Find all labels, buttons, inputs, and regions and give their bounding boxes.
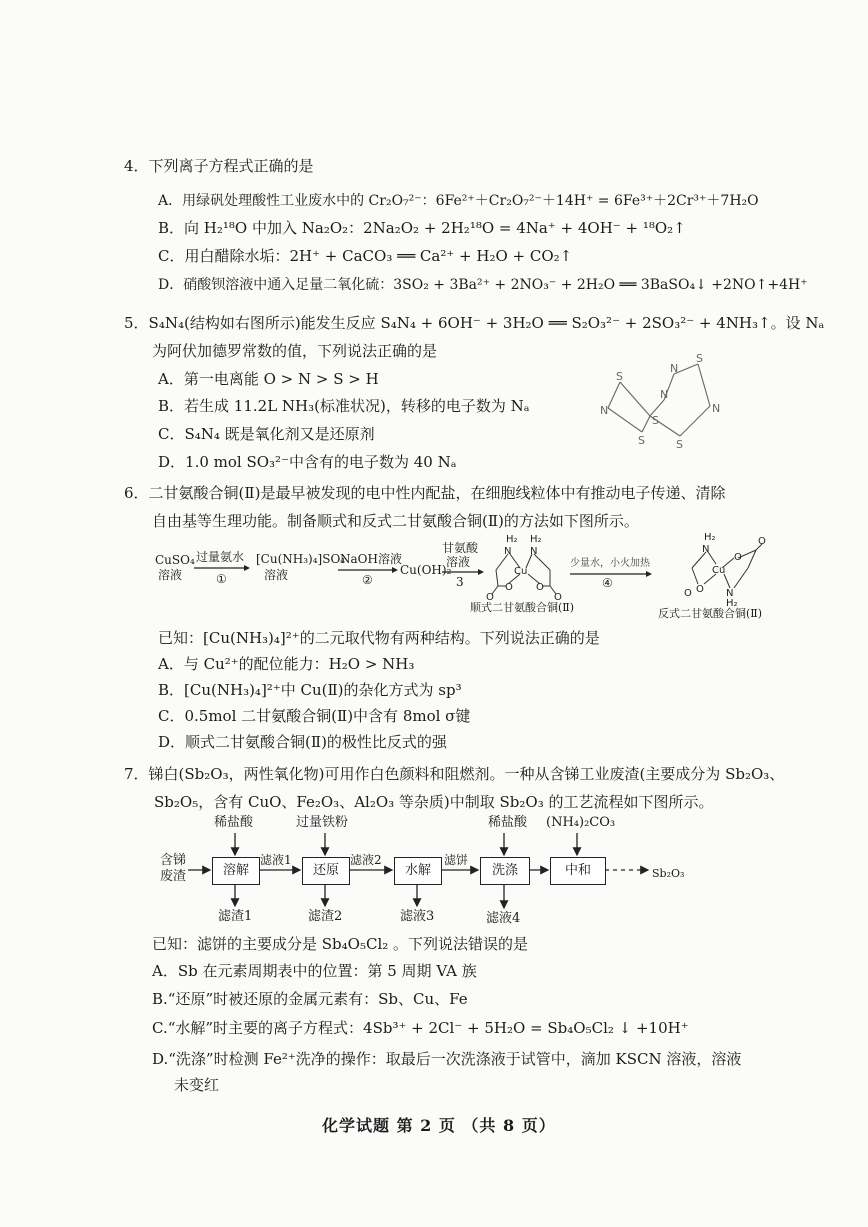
q7-option-c: C.“水解”时主要的离子方程式：4Sb³⁺ + 2Cl⁻ + 5H₂O = Sb₄O₅Cl₂ ↓ +10H⁺ xyxy=(152,1019,689,1037)
struct-atom-s: S xyxy=(652,414,659,427)
q5-option-d: D．1.0 mol SO₃²⁻中含有的电子数为 40 Nₐ xyxy=(158,453,457,471)
flow-link-filtercake: 滤饼 xyxy=(444,853,469,867)
flow-input-line2: 废渣 xyxy=(160,869,187,884)
trans-atom-o: O xyxy=(758,536,766,547)
flow-out-residue2: 滤渣2 xyxy=(308,909,343,924)
cis-atom-o: O xyxy=(486,592,494,603)
trans-atom-cu: Cu xyxy=(712,565,726,576)
flow-input-line1: 含锑 xyxy=(160,853,187,868)
flow-reagent-reduce: 过量铁粉 xyxy=(296,815,349,830)
flow-link-filtrate2: 滤液2 xyxy=(350,853,382,867)
q7-option-a: A．Sb 在元素周期表中的位置：第 5 周期 VA 族 xyxy=(152,962,477,980)
trans-atom-h2: H₂ xyxy=(726,598,738,609)
struct-atom-s: S xyxy=(616,370,623,383)
q6-stem-line1: 6．二甘氨酸合铜(Ⅱ)是最早被发现的电中性内配盐，在细胞线粒体中有推动电子传递、清除 xyxy=(124,484,726,502)
struct-atom-s: S xyxy=(676,438,683,451)
trans-atom-n: N xyxy=(702,544,710,555)
q7-option-b: B.“还原”时被还原的金属元素有：Sb、Cu、Fe xyxy=(152,990,468,1008)
scheme-arrow1-step: ① xyxy=(216,572,227,586)
trans-complex-label: 反式二甘氨酸合铜(Ⅱ) xyxy=(658,607,763,620)
scheme-arrow1-reagent: 过量氨水 xyxy=(196,550,245,564)
struct-atom-n: N xyxy=(600,404,609,417)
struct-atom-s: S xyxy=(638,434,645,447)
flow-out-residue1: 滤渣1 xyxy=(218,909,253,924)
cis-atom-o: O xyxy=(536,582,544,593)
scheme-arrow2-step: ② xyxy=(362,573,373,587)
trans-atom-n: N xyxy=(726,588,734,599)
cis-atom-cu: Cu xyxy=(514,566,528,577)
scheme-arrow3-step: 3 xyxy=(456,575,464,589)
scheme-arrow3-reagent-solution: 溶液 xyxy=(446,555,471,569)
struct-atom-n: N xyxy=(670,362,679,375)
q5-option-b: B．若生成 11.2L NH₃(标准状况)，转移的电子数为 Nₐ xyxy=(158,397,530,415)
q7-stem-line2: Sb₂O₅，含有 CuO、Fe₂O₃、Al₂O₃ 等杂质)中制取 Sb₂O₃ 的工艺流程如下图所示。 xyxy=(154,793,714,811)
q7-stem-line1: 7．锑白(Sb₂O₃，两性氧化物)可用作白色颜料和阻燃剂。一种从含锑工业废渣(主要成分为 Sb₂O₃、 xyxy=(124,765,785,783)
q4-option-a: A．用绿矾处理酸性工业废水中的 Cr₂O₇²⁻：6Fe²⁺＋Cr₂O₇²⁻＋14H⁺ = 6Fe³⁺＋2Cr³⁺＋7H₂O xyxy=(158,193,759,209)
q7-option-d-line1: D.“洗涤”时检测 Fe²⁺洗净的操作：取最后一次洗涤液于试管中，滴加 KSCN 溶液，溶液 xyxy=(152,1050,742,1068)
flow-reagent-wash: 稀盐酸 xyxy=(488,815,528,830)
flow-out-filtrate3: 滤液3 xyxy=(400,909,435,924)
q6-option-b: B．[Cu(NH₃)₄]²⁺中 Cu(Ⅱ)的杂化方式为 sp³ xyxy=(158,681,462,699)
cis-atom-h2: H₂ xyxy=(530,534,542,545)
q7-known: 已知：滤饼的主要成分是 Sb₄O₅Cl₂ 。下列说法错误的是 xyxy=(152,935,529,953)
cis-atom-n: N xyxy=(530,546,538,557)
q6-known: 已知：[Cu(NH₃)₄]²⁺的二元取代物有两种结构。下列说法正确的是 xyxy=(158,629,600,647)
q6-stem-line2: 自由基等生理功能。制备顺式和反式二甘氨酸合铜(Ⅱ)的方法如下图所示。 xyxy=(152,512,639,530)
q6-option-c: C．0.5mol 二甘氨酸合铜(Ⅱ)中含有 8mol σ键 xyxy=(158,707,471,725)
cis-atom-h2: H₂ xyxy=(506,534,518,545)
flow-product: Sb₂O₃ xyxy=(652,867,685,880)
flow-reagent-dissolve: 稀盐酸 xyxy=(214,815,254,830)
cis-atom-n: N xyxy=(504,546,512,557)
q5-stem-line2: 为阿伏加德罗常数的值，下列说法正确的是 xyxy=(152,342,438,360)
struct-atom-n: N xyxy=(660,388,669,401)
q5-stem-line1: 5．S₄N₄(结构如右图所示)能发生反应 S₄N₄ + 6OH⁻ + 3H₂O ══ S₂O₃²⁻ + 2SO₃²⁻ + 4NH₃↑。设 Nₐ xyxy=(124,314,825,332)
struct-atom-s: S xyxy=(696,352,703,365)
struct-atom-n: N xyxy=(712,402,721,415)
q4-option-b: B．向 H₂¹⁸O 中加入 Na₂O₂：2Na₂O₂ + 2H₂¹⁸O = 4Na⁺ + 4OH⁻ + ¹⁸O₂↑ xyxy=(158,219,686,237)
flow-box-hydrolyze: 水解 xyxy=(394,857,442,885)
scheme-intermediate1: [Cu(NH₃)₄]SO₄ xyxy=(256,552,346,566)
trans-atom-o: O xyxy=(696,584,704,595)
trans-atom-o: O xyxy=(734,552,742,563)
q5-option-a: A．第一电离能 O > N > S > H xyxy=(158,370,379,388)
cis-complex-label: 顺式二甘氨酸合铜(Ⅱ) xyxy=(470,601,575,614)
q5-option-c: C．S₄N₄ 既是氧化剂又是还原剂 xyxy=(158,425,375,443)
flow-box-wash: 洗涤 xyxy=(480,857,530,885)
scheme-arrow3-reagent: 甘氨酸 xyxy=(442,541,479,555)
flow-box-neutralize: 中和 xyxy=(550,857,606,885)
flow-reagent-neutralize: (NH₄)₂CO₃ xyxy=(546,815,616,830)
scheme-arrow2-reagent: NaOH溶液 xyxy=(340,552,402,566)
scheme-arrow4-step: ④ xyxy=(602,576,613,590)
flow-box-reduce: 还原 xyxy=(302,857,350,885)
trans-atom-h2: H₂ xyxy=(704,532,716,543)
trans-atom-o: O xyxy=(684,588,692,599)
cis-atom-o: O xyxy=(505,582,513,593)
scheme-cuoh2: Cu(OH)₂ xyxy=(400,563,452,577)
q6-option-a: A．与 Cu²⁺的配位能力：H₂O > NH₃ xyxy=(158,655,415,673)
flow-out-filtrate4: 滤液4 xyxy=(486,911,521,926)
scheme-intermediate1-solution: 溶液 xyxy=(264,568,289,582)
cis-atom-o: O xyxy=(554,592,562,603)
q4-option-d: D．硝酸钡溶液中通入足量二氧化硫：3SO₂ + 3Ba²⁺ + 2NO₃⁻ + 2H₂O ══ 3BaSO₄↓ +2NO↑+4H⁺ xyxy=(158,277,808,293)
q7-option-d-line2: 未变红 xyxy=(174,1076,220,1094)
flow-box-dissolve: 溶解 xyxy=(212,857,260,885)
scheme-start-solution: 溶液 xyxy=(158,568,183,582)
page-footer: 化学试题 第 2 页 （共 8 页） xyxy=(322,1116,556,1135)
flow-link-filtrate1: 滤液1 xyxy=(260,853,292,867)
q4-stem: 4．下列离子方程式正确的是 xyxy=(124,157,314,175)
scheme-start-cuso4: CuSO₄ xyxy=(155,553,195,567)
q4-option-c: C．用白醋除水垢：2H⁺ + CaCO₃ ══ Ca²⁺ + H₂O + CO₂↑ xyxy=(158,247,573,265)
scheme-arrow4-condition: 少量水，小火加热 xyxy=(570,558,650,569)
q6-option-d: D．顺式二甘氨酸合铜(Ⅱ)的极性比反式的强 xyxy=(158,733,447,751)
